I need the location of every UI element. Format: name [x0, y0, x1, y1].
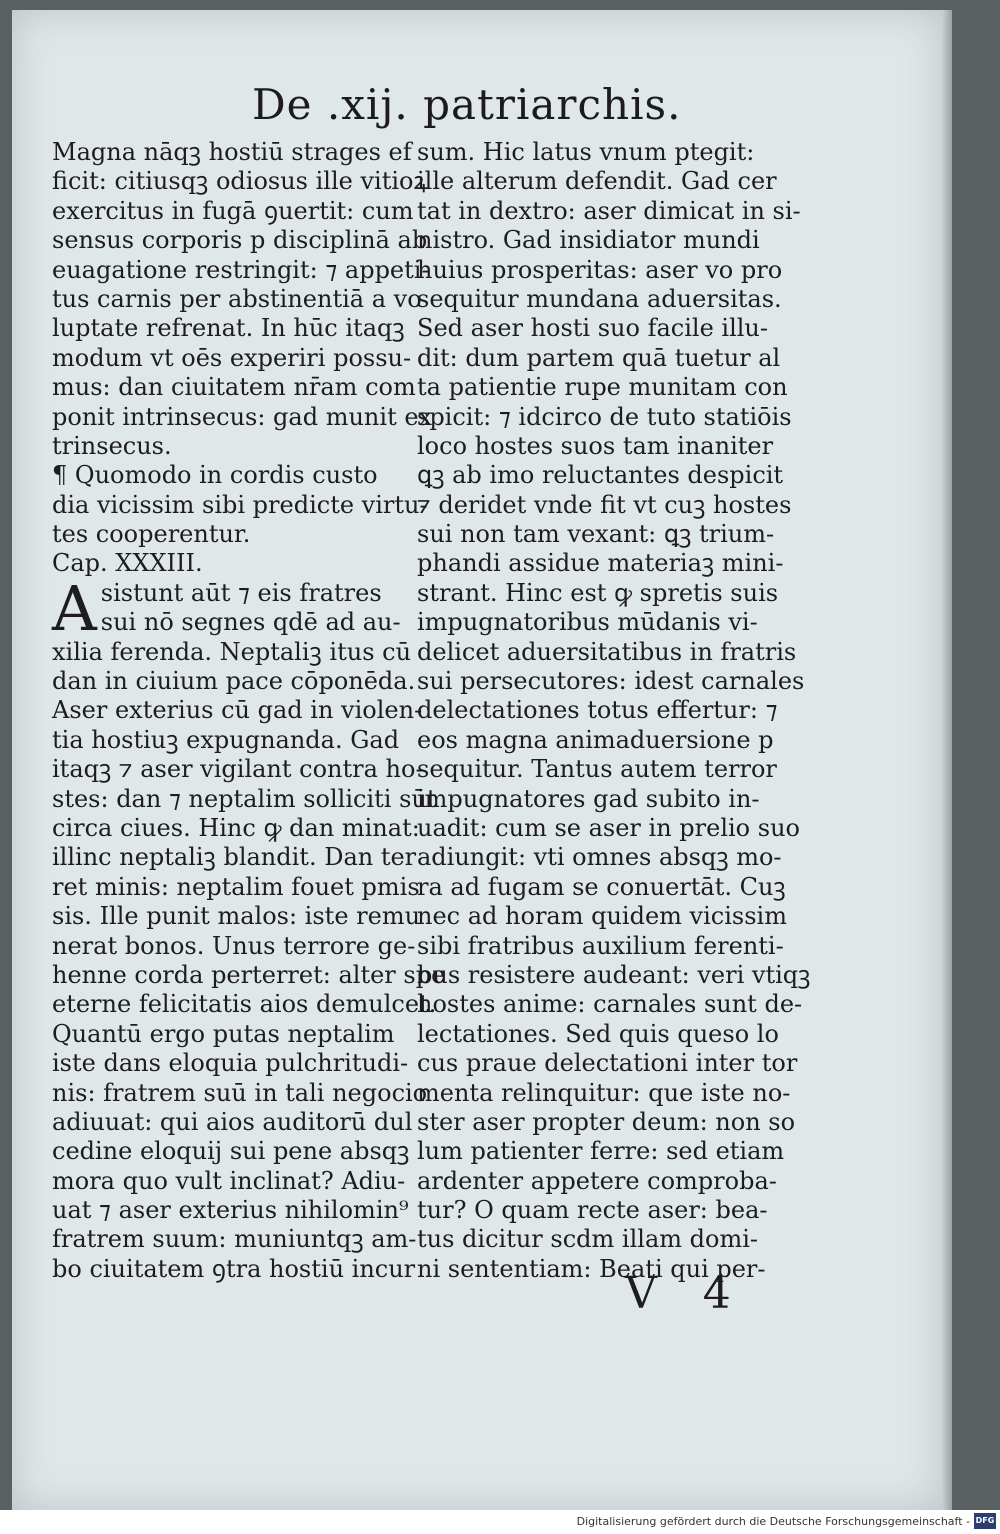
text-line: delectationes totus effertur: ⁊ — [417, 696, 778, 725]
text-line: menta relinquitur: que iste no- — [417, 1078, 791, 1107]
text-line: ret minis: neptalim fouet pmis — [52, 872, 420, 901]
text-line: tur? O quam recte aser: bea- — [417, 1196, 768, 1225]
text-line: nec ad horam quidem vicissim — [417, 902, 787, 931]
text-line: modum vt oēs experiri possu- — [52, 343, 412, 372]
text-line: hostes anime: carnales sunt de- — [417, 990, 803, 1019]
digitization-credit: Digitalisierung gefördert durch die Deutsche Forschungsgemeinschaft - — [576, 1515, 970, 1528]
text-line: eos magna animaduersione p — [417, 725, 774, 754]
text-line: nerat bonos. Unus terrore ge- — [52, 931, 416, 960]
text-line: impugnatores gad subito in- — [417, 784, 760, 813]
text-line: lum patienter ferre: sed etiam — [417, 1137, 785, 1166]
text-line: xilia ferenda. Neptaliꝫ itus cū — [52, 637, 412, 666]
drop-cap-initial: A — [52, 571, 97, 645]
text-line: cedine eloquij sui pene absqꝫ — [52, 1137, 410, 1166]
text-line: strant. Hinc est ꝙ spretis suis — [417, 578, 779, 607]
left-column — [52, 138, 446, 1284]
text-line: delicet aduersitatibus in fratris — [417, 637, 797, 666]
text-line: mora quo vult inclinat? Adiu- — [52, 1166, 406, 1195]
text-line: bus resistere audeant: veri vtiqꝫ — [417, 960, 811, 989]
text-line: lectationes. Sed quis queso lo — [417, 1019, 779, 1048]
right-column — [417, 138, 811, 1284]
text-line: ponit intrinsecus: gad munit ex — [52, 402, 433, 431]
text-line: tat in dextro: aser dimicat in si- — [417, 196, 801, 225]
text-line: eterne felicitatis aios demulcet. — [52, 990, 437, 1019]
text-line: nistro. Gad insidiator mundi — [417, 226, 760, 255]
text-line: stes: dan ⁊ neptalim solliciti sūt — [52, 784, 437, 813]
text-line: sum. Hic latus vnum ptegit: — [417, 138, 755, 166]
text-line: dit: dum partem quā tuetur al — [417, 343, 781, 372]
text-line: henne corda perterret: alter spe — [52, 960, 446, 989]
text-line: loco hostes suos tam inaniter — [417, 431, 774, 460]
text-line: trinsecus. — [52, 431, 172, 460]
text-line: spicit: ⁊ idcirco de tuto statiōis — [417, 402, 792, 431]
text-line: euagatione restringit: ⁊ appeti- — [52, 255, 430, 284]
text-line: Sed aser hosti suo facile illu- — [417, 314, 768, 343]
text-line: uat ⁊ aser exterius nihilomin⁹ — [52, 1196, 409, 1225]
text-line: mus: dan ciuitatem nr̄am com — [52, 373, 416, 402]
text-line: illinc neptaliꝫ blandit. Dan ter — [52, 843, 417, 872]
text-line: ta patientie rupe munitam con — [417, 373, 788, 402]
text-line: tus dicitur scdm illam domi- — [417, 1225, 758, 1254]
text-line: ardenter appetere comproba- — [417, 1166, 777, 1195]
text-line: sequitur. Tantus autem terror — [417, 755, 777, 784]
text-line: Magna nāqꝫ hostiū strages ef — [52, 138, 412, 166]
text-line: bo ciuitatem ꝯtra hostiū incur — [52, 1254, 416, 1283]
text-line: huius prosperitas: aser vo pro — [417, 255, 783, 284]
dfg-logo: DFG — [974, 1513, 996, 1529]
text-line: impugnatoribus mūdanis vi- — [417, 608, 758, 637]
text-line: cus praue delectationi inter tor — [417, 1049, 798, 1078]
text-line: sui non tam vexant: ꝗꝫ trium- — [417, 520, 775, 549]
text-line: adiungit: vti omnes absqꝫ mo- — [417, 843, 782, 872]
text-line: dan in ciuium pace cōponēda. — [52, 667, 416, 696]
text-line: sis. Ille punit malos: iste remu — [52, 902, 421, 931]
text-line: tes cooperentur. — [52, 520, 251, 549]
text-line: circa ciues. Hinc ꝙ dan minat: — [52, 813, 420, 842]
signature-mark: V 4 — [625, 1268, 747, 1319]
text-line: fratrem suum: muniuntqꝫ am- — [52, 1225, 417, 1254]
text-line: Aser exterius cū gad in violen- — [52, 696, 423, 725]
text-line: Cap. XXXIII. — [52, 549, 203, 578]
text-line: ille alterum defendit. Gad cer — [417, 167, 777, 196]
text-line: sensus corporis p disciplinā ab — [52, 226, 428, 255]
text-line: sistunt aūt ⁊ eis fratres — [100, 578, 382, 607]
text-line: ¶ Quomodo in cordis custo — [52, 461, 378, 490]
text-line: sui persecutores: idest carnales — [417, 667, 805, 696]
text-line: phandi assidue materiaꝫ mini- — [417, 549, 784, 578]
text-line: adiuuat: qui aios auditorū dul — [52, 1107, 413, 1136]
text-line: ꝗꝫ ab imo reluctantes despicit — [417, 461, 784, 490]
text-line: sequitur mundana aduersitas. — [417, 284, 782, 313]
text-line: ra ad fugam se conuertāt. Cuꝫ — [417, 872, 786, 901]
text-line: luptate refrenat. In hūc itaqꝫ — [52, 314, 405, 343]
text-line: Quantū ergo putas neptalim — [52, 1019, 395, 1048]
text-line: sibi fratribus auxilium ferenti- — [417, 931, 784, 960]
text-line: ⁊ deridet vnde fit vt cuꝫ hostes — [417, 490, 792, 519]
text-line: tia hostiuꝫ expugnanda. Gad — [52, 725, 400, 754]
text-line: iste dans eloquia pulchritudi- — [52, 1049, 409, 1078]
text-line: itaqꝫ ⁊ aser vigilant contra ho- — [52, 755, 424, 784]
page-edge — [942, 10, 952, 1510]
text-line: ster aser propter deum: non so — [417, 1107, 796, 1136]
text-line: exercitus in fugā ꝯuertit: cum — [52, 196, 414, 225]
running-head: De .xij. patriarchis. — [252, 80, 682, 129]
text-line: ficit: citiusqꝫ odiosus ille vitioꝝ — [52, 167, 428, 196]
text-line: dia vicissim sibi predicte virtu- — [52, 490, 428, 519]
text-line: ni sententiam: Beati qui per- — [417, 1254, 766, 1283]
text-line: sui nō segnes qdē ad au- — [100, 608, 401, 637]
text-line: tus carnis per abstinentiā a vo — [52, 284, 422, 313]
text-line: nis: fratrem suū in tali negocio — [52, 1078, 428, 1107]
text-line: uadit: cum se aser in prelio suo — [417, 813, 800, 842]
